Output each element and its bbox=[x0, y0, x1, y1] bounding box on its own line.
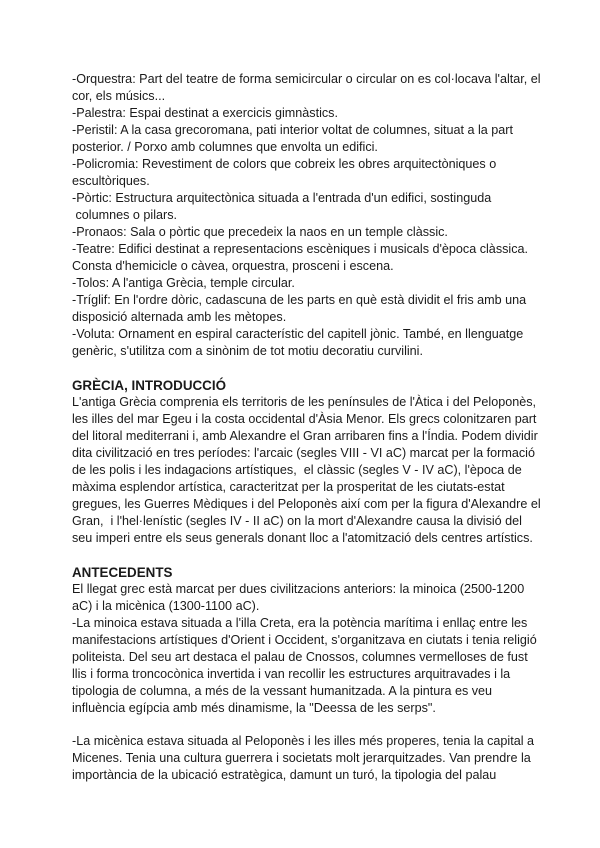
glossary-line: -Pronaos: Sala o pòrtic que precedeix la naos en un temple clàssic. bbox=[72, 225, 448, 239]
text-line: de les polis i les indagacions artístiques, el clàssic (segles V - IV aC), l'època de bbox=[72, 463, 522, 477]
paragraph bbox=[72, 581, 537, 717]
text-line: seu imperi entre els seus generals donant lloc a l'atomització dels centres artístics. bbox=[72, 531, 533, 545]
text-line: influència egípcia amb més dinamisme, la "Deessa de les serps". bbox=[72, 701, 436, 715]
text-line: -La micènica estava situada al Peloponès i les illes més properes, tenia la capital a bbox=[72, 734, 535, 748]
text-line: màxima esplendor artística, caracteritzat per la prosperitat de les ciutats-estat bbox=[72, 480, 505, 494]
glossary-list bbox=[72, 71, 541, 360]
glossary-line: genèric, s'utilitza com a sinònim de tot motiu decoratiu curvilini. bbox=[72, 344, 423, 358]
text-line: Gran, i l'hel·lenístic (segles IV - II aC) on la mort d'Alexandre causa la divisió del bbox=[72, 514, 522, 528]
text-line: les illes del mar Egeu i la costa occidental d'Àsia Menor. Els grecs colonitzaren part bbox=[72, 412, 537, 426]
glossary-line: -Teatre: Edifici destinat a representacions escèniques i musicals d'època clàssica. bbox=[72, 242, 529, 256]
glossary-line: disposició alternada amb les mètopes. bbox=[72, 310, 287, 324]
text-line: politeista. Del seu art destaca el palau de Cnossos, columnes vermelloses de fust bbox=[72, 650, 528, 664]
text-line: del litoral mediterrani i, amb Alexandre el Gran arribaren fins a l'Índia. Podem dividir bbox=[72, 429, 538, 443]
text-line: importància de la ubicació estratègica, damunt un turó, la tipologia del palau bbox=[72, 768, 497, 782]
section-heading: ANTECEDENTS bbox=[72, 565, 173, 580]
glossary-line: -Orquestra: Part del teatre de forma semicircular o circular on es col·locava l'altar, el bbox=[72, 72, 541, 86]
text-line: gregues, les Guerres Mèdiques i del Peloponès així com per la figura d'Alexandre el bbox=[72, 497, 541, 511]
glossary-line: -Peristil: A la casa grecoromana, pati interior voltat de columnes, situat a la part bbox=[72, 123, 513, 137]
glossary-line: -Tríglif: En l'ordre dòric, cadascuna de les parts en què està dividit el fris amb una bbox=[72, 293, 527, 307]
section-introduccio bbox=[72, 377, 541, 547]
text-line: dita civilització en tres períodes: l'arcaic (segles VIII - VI aC) marcat per la formació bbox=[72, 446, 535, 460]
glossary-line: escultòriques. bbox=[72, 174, 150, 188]
glossary-line: -Pòrtic: Estructura arquitectònica situada a l'entrada d'un edifici, sostinguda bbox=[72, 191, 492, 205]
text-line: manifestacions artístiques d'Orient i Occident, s'organitzava en ciutats i tenia religió bbox=[72, 633, 537, 647]
glossary-line: columnes o pilars. bbox=[72, 208, 177, 222]
paragraph bbox=[72, 733, 534, 784]
text-line: llis i forma troncocònica invertida i van recollir les estructures arquitravades i la bbox=[72, 667, 511, 681]
text-line: tipologia de columna, a més de la vessant humanitzada. A la pintura es veu bbox=[72, 684, 493, 698]
text-line: aC) i la micènica (1300-1100 aC). bbox=[72, 599, 260, 613]
text-line: Micenes. Tenia una cultura guerrera i societats molt jerarquitzades. Van prendre la bbox=[72, 751, 531, 765]
section-antecedents bbox=[72, 564, 537, 784]
glossary-line: -Policromia: Revestiment de colors que cobreix les obres arquitectòniques o bbox=[72, 157, 497, 171]
glossary-line: -Tolos: A l'antiga Grècia, temple circular. bbox=[72, 276, 295, 290]
paragraph bbox=[72, 394, 541, 547]
text-line: -La minoica estava situada a l'illa Creta, era la potència marítima i enllaç entre les bbox=[72, 616, 528, 630]
text-line: El llegat grec està marcat per dues civilitzacions anteriors: la minoica (2500-1200 bbox=[72, 582, 525, 596]
section-heading: GRÈCIA, INTRODUCCIÓ bbox=[72, 378, 226, 393]
text-line: L'antiga Grècia comprenia els territoris de les penínsules de l'Àtica i del Peloponès, bbox=[72, 395, 537, 409]
glossary-line: Consta d'hemicicle o càvea, orquestra, prosceni i escena. bbox=[72, 259, 394, 273]
glossary-line: posterior. / Porxo amb columnes que envolta un edifici. bbox=[72, 140, 378, 154]
glossary-line: cor, els músics... bbox=[72, 89, 166, 103]
glossary-line: -Palestra: Espai destinat a exercicis gimnàstics. bbox=[72, 106, 338, 120]
glossary-line: -Voluta: Ornament en espiral característic del capitell jònic. També, en llenguatge bbox=[72, 327, 524, 341]
